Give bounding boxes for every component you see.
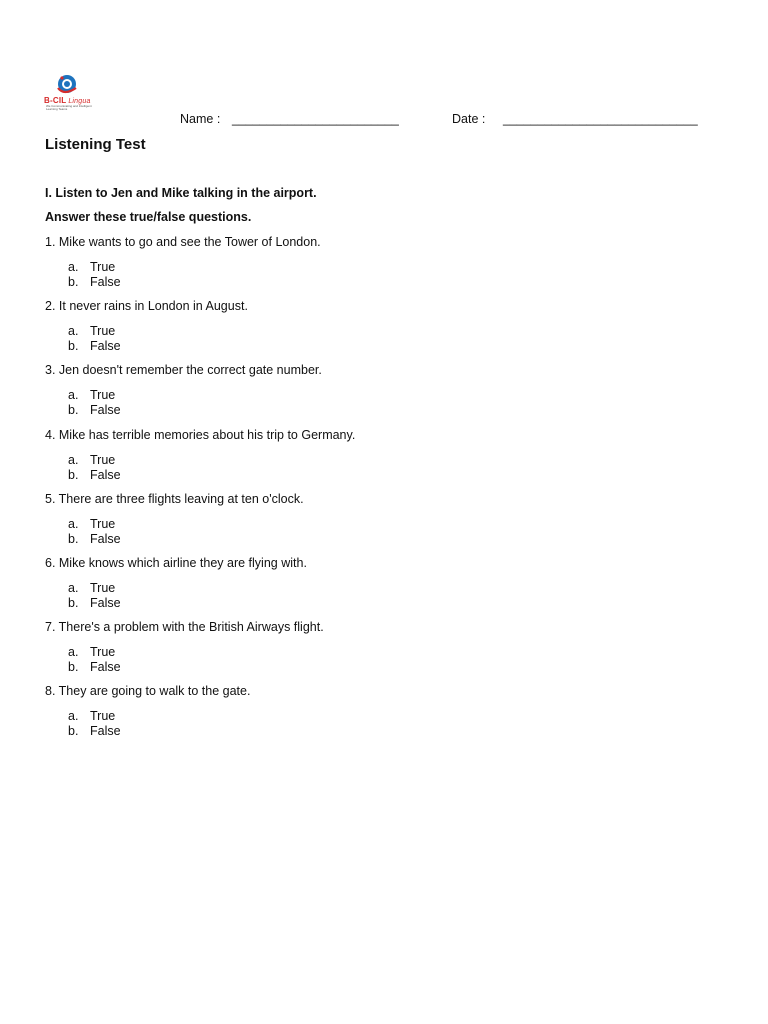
option-false[interactable] bbox=[68, 275, 121, 290]
option-letter: a. bbox=[68, 516, 79, 531]
option-false[interactable] bbox=[68, 660, 121, 675]
option-label: False bbox=[90, 403, 121, 418]
option-true[interactable] bbox=[68, 388, 115, 403]
option-label: True bbox=[90, 260, 116, 274]
name-label: Name : bbox=[180, 112, 221, 126]
option-letter: a. bbox=[68, 388, 79, 403]
option-letter: b. bbox=[68, 275, 79, 289]
option-letter: b. bbox=[68, 467, 79, 482]
date-label: Date : bbox=[452, 112, 486, 126]
option-true[interactable] bbox=[68, 645, 115, 660]
option-letter: a. bbox=[68, 580, 79, 595]
option-true[interactable] bbox=[68, 453, 115, 468]
option-letter: a. bbox=[68, 452, 79, 467]
logo-tagline-line-1: We Communicating and Intelligent bbox=[46, 104, 92, 108]
globe-logo-icon bbox=[44, 74, 104, 98]
instruction-listen: I. Listen to Jen and Mike talking in the airport. bbox=[45, 186, 317, 200]
question-item bbox=[45, 492, 705, 556]
option-false[interactable] bbox=[68, 596, 121, 611]
option-label: True bbox=[90, 516, 116, 531]
logo-brand-script: Lingua bbox=[68, 98, 91, 105]
date-blank-line[interactable]: ____________________________ bbox=[503, 112, 698, 126]
option-label: True bbox=[90, 645, 116, 660]
option-label: True bbox=[90, 324, 116, 339]
option-label: True bbox=[90, 580, 116, 595]
option-label: False bbox=[90, 339, 121, 354]
option-letter: b. bbox=[68, 724, 79, 739]
page-title: Listening Test bbox=[45, 136, 146, 153]
option-true[interactable] bbox=[68, 324, 115, 339]
date-field bbox=[452, 112, 698, 126]
option-label: False bbox=[90, 275, 121, 289]
option-false[interactable] bbox=[68, 532, 121, 547]
option-true[interactable] bbox=[68, 581, 115, 596]
question-text: 3. Jen doesn't remember the correct gate number. bbox=[45, 363, 322, 378]
question-item bbox=[45, 684, 705, 748]
option-false[interactable] bbox=[68, 403, 121, 418]
question-text: 5. There are three flights leaving at ten o'clock. bbox=[45, 491, 304, 506]
option-letter: a. bbox=[68, 709, 79, 724]
option-label: False bbox=[90, 724, 121, 739]
logo-tagline bbox=[46, 105, 92, 111]
option-label: True bbox=[90, 452, 116, 467]
question-list bbox=[45, 235, 705, 749]
option-false[interactable] bbox=[68, 724, 121, 739]
question-item bbox=[45, 428, 705, 492]
option-letter: a. bbox=[68, 645, 79, 660]
option-true[interactable] bbox=[68, 709, 115, 724]
option-label: False bbox=[90, 595, 121, 610]
option-label: False bbox=[90, 660, 121, 675]
option-false[interactable] bbox=[68, 339, 121, 354]
option-letter: b. bbox=[68, 339, 79, 354]
logo-brand-name: B-CIL bbox=[44, 96, 67, 105]
question-text: 1. Mike wants to go and see the Tower of London. bbox=[45, 235, 321, 249]
option-letter: b. bbox=[68, 660, 79, 675]
option-letter: a. bbox=[68, 324, 79, 339]
option-true[interactable] bbox=[68, 517, 115, 532]
option-label: False bbox=[90, 467, 121, 482]
name-field bbox=[180, 112, 399, 126]
instruction-answer: Answer these true/false questions. bbox=[45, 210, 252, 224]
option-letter: b. bbox=[68, 595, 79, 610]
option-letter: b. bbox=[68, 403, 79, 418]
logo-tagline-line-2: Learning Teams bbox=[46, 107, 68, 111]
question-item bbox=[45, 556, 705, 620]
option-label: False bbox=[90, 531, 121, 546]
option-label: True bbox=[90, 388, 116, 403]
question-text: 2. It never rains in London in August. bbox=[45, 299, 248, 314]
question-item bbox=[45, 363, 705, 427]
name-blank-line[interactable]: ________________________ bbox=[232, 112, 399, 126]
question-item bbox=[45, 620, 705, 684]
company-logo bbox=[44, 74, 104, 114]
option-false[interactable] bbox=[68, 468, 121, 483]
option-letter: a. bbox=[68, 260, 79, 274]
question-text: 6. Mike knows which airline they are flying with. bbox=[45, 555, 307, 570]
question-text: 8. They are going to walk to the gate. bbox=[45, 684, 251, 699]
option-letter: b. bbox=[68, 531, 79, 546]
option-true[interactable] bbox=[68, 260, 115, 275]
question-item bbox=[45, 235, 705, 299]
question-text: 7. There's a problem with the British Airways flight. bbox=[45, 620, 324, 635]
question-item bbox=[45, 299, 705, 363]
question-text: 4. Mike has terrible memories about his trip to Germany. bbox=[45, 427, 356, 442]
option-label: True bbox=[90, 709, 116, 724]
